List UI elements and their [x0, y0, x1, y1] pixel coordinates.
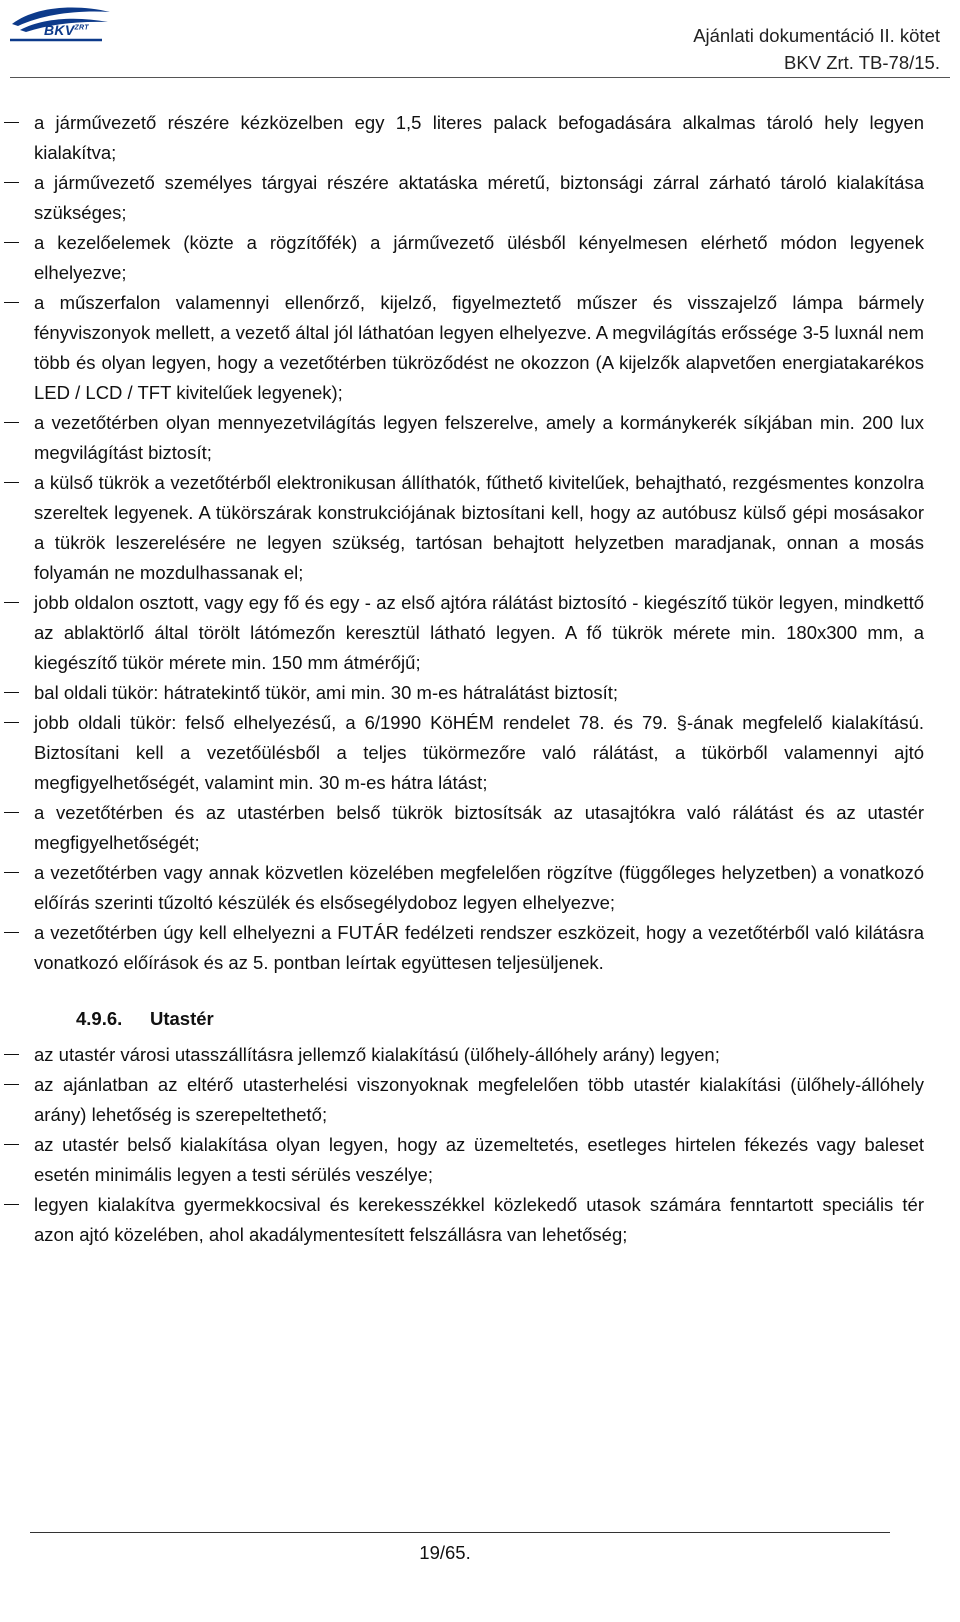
document-body	[0, 108, 960, 1250]
dash-bullet	[4, 1054, 19, 1055]
dash-bullet	[4, 932, 19, 933]
dash-bullet	[4, 302, 19, 303]
footer-divider	[30, 1532, 890, 1533]
list-item: a külső tükrök a vezetőtérből elektronikusan állíthatók, fűthető kivitelűek, behajtható, rezgésmentes konzolra szereltek legyenek. A tükörszárak konstrukciójának biztosítani kell, hogy az autóbusz külső gépi mosásakor a tükrök leszerelésére ne legyen szükség, tartósan behajtott helyzetben maradjanak, onnan a mosás folyamán ne mozdulhassanak el;	[0, 468, 960, 588]
header-info	[693, 22, 940, 76]
document-reference: BKV Zrt. TB-78/15.	[784, 52, 940, 73]
dash-bullet	[4, 812, 19, 813]
list-item: a vezetőtérben és az utastérben belső tükrök biztosítsák az utasajtókra való rálátást és az utastér megfigyelhetőségét;	[0, 798, 960, 858]
dash-bullet	[4, 182, 19, 183]
dash-bullet	[4, 1144, 19, 1145]
section-number: 4.9.6.	[76, 1008, 123, 1029]
section-heading	[76, 1004, 960, 1034]
page-header	[0, 0, 960, 82]
list-item: a vezetőtérben olyan mennyezetvilágítás legyen felszerelve, amely a kormánykerék síkjában min. 200 lux megvilágítást biztosít;	[0, 408, 960, 468]
list-item: a járművezető személyes tárgyai részére aktatáska méretű, biztonsági zárral zárható tároló kialakítása szükséges;	[0, 168, 960, 228]
dash-bullet	[4, 692, 19, 693]
dash-bullet	[4, 1084, 19, 1085]
dash-bullet	[4, 422, 19, 423]
list-item: jobb oldali tükör: felső elhelyezésű, a 6/1990 KöHÉM rendelet 78. és 79. §-ának megfelelő kialakítású. Biztosítani kell a vezetőülésből a teljes tükörmezőre való rálátást, a tükörből valamennyi ajtó megfigyelhetőségét, valamint min. 30 m-es hátra látást;	[0, 708, 960, 798]
dash-bullet	[4, 602, 19, 603]
section-title: Utastér	[150, 1008, 214, 1029]
dash-bullet	[4, 482, 19, 483]
dash-bullet	[4, 122, 19, 123]
list-item: a kezelőelemek (közte a rögzítőfék) a járművezető ülésből kényelmesen elérhető módon legyenek elhelyezve;	[0, 228, 960, 288]
dash-bullet	[4, 872, 19, 873]
list-item: az ajánlatban az eltérő utasterhelési viszonyoknak megfelelően több utastér kialakítási (ülőhely-állóhely arány) lehetőség is szerepeltethető;	[0, 1070, 960, 1130]
list-item: az utastér városi utasszállításra jellemző kialakítású (ülőhely-állóhely arány) legyen;	[0, 1040, 960, 1070]
list-item: jobb oldalon osztott, vagy egy fő és egy - az első ajtóra rálátást biztosító - kiegészítő tükör legyen, mindkettő az ablaktörlő által törölt látómezőn keresztül látható legyen. A fő tükrök mérete min. 180x300 mm, a kiegészítő tükör mérete min. 150 mm átmérőjű;	[0, 588, 960, 678]
bkv-logo	[6, 2, 116, 46]
list-item: a műszerfalon valamennyi ellenőrző, kijelző, figyelmeztető műszer és visszajelző lámpa bármely fényviszonyok mellett, a vezető által jól láthatóan legyen elhelyezve. A megvilágítás erőssége 3-5 luxnál nem több és olyan legyen, hogy a vezetőtérben tükröződést ne okozzon (A kijelzők alapvetően energiatakarékos LED / LCD / TFT kivitelűek legyenek);	[0, 288, 960, 408]
passenger-area-requirements-list	[0, 1040, 960, 1250]
document-title: Ajánlati dokumentáció II. kötet	[693, 25, 940, 46]
logo-wordmark: $BKV^{ZRT}$	[44, 22, 89, 38]
dash-bullet	[4, 1204, 19, 1205]
driver-area-requirements-list	[0, 108, 960, 978]
header-divider	[10, 77, 950, 78]
page-number: 19/65.	[419, 1542, 471, 1563]
list-item: a vezetőtérben úgy kell elhelyezni a FUTÁR fedélzeti rendszer eszközeit, hogy a vezetőtérből való kilátásra vonatkozó előírások és az 5. pontban leírtak együttesen teljesüljenek.	[0, 918, 960, 978]
list-item: legyen kialakítva gyermekkocsival és kerekesszékkel közlekedő utasok számára fenntartott speciális tér azon ajtó közelében, ahol akadálymentesített felszállásra van lehetőség;	[0, 1190, 960, 1250]
list-item: bal oldali tükör: hátratekintő tükör, ami min. 30 m-es hátralátást biztosít;	[0, 678, 960, 708]
list-item: a vezetőtérben vagy annak közvetlen közelében megfelelően rögzítve (függőleges helyzetben) a vonatkozó előírás szerinti tűzoltó készülék és elsősegélydoboz legyen elhelyezve;	[0, 858, 960, 918]
list-item: a járművezető részére kézközelben egy 1,5 literes palack befogadására alkalmas tároló hely legyen kialakítva;	[0, 108, 960, 168]
dash-bullet	[4, 722, 19, 723]
list-item: az utastér belső kialakítása olyan legyen, hogy az üzemeltetés, esetleges hirtelen fékezés vagy baleset esetén minimális legyen a testi sérülés veszélye;	[0, 1130, 960, 1190]
dash-bullet	[4, 242, 19, 243]
